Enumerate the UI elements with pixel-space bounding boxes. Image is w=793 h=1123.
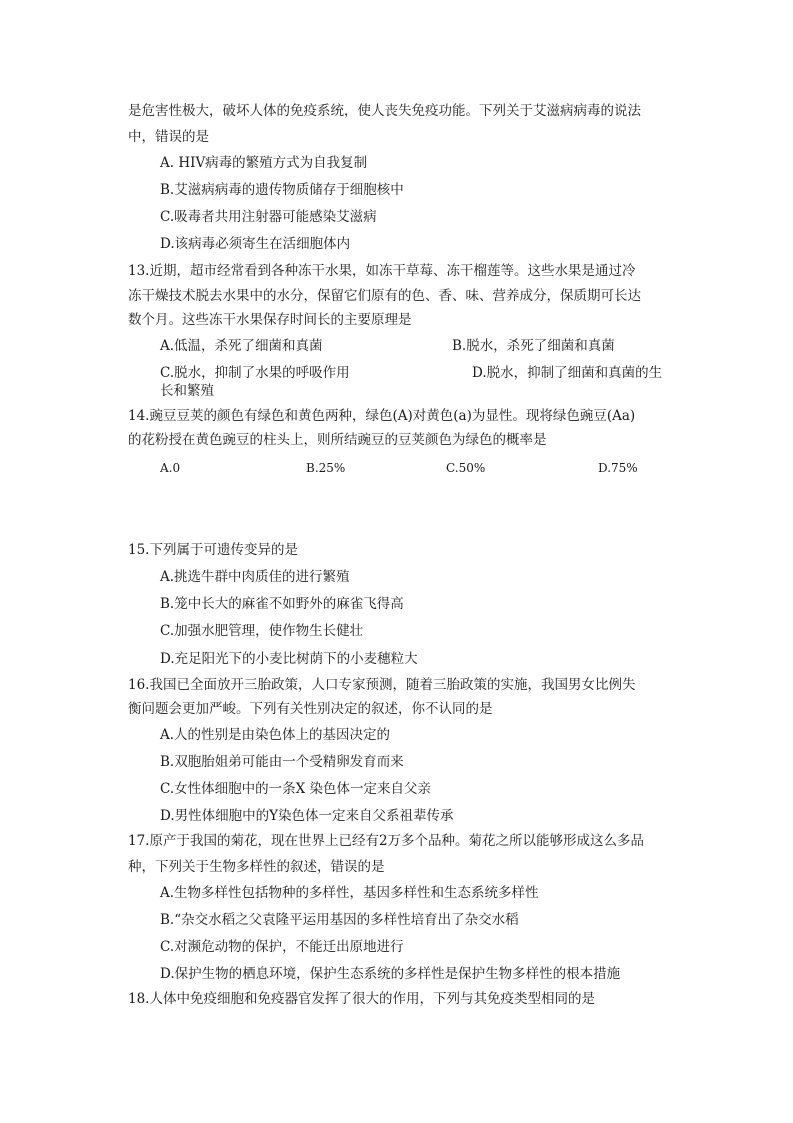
q14-stem-line2: 的花粉授在黄色豌豆的柱头上，则所结豌豆的豆荚颜色为绿色的概率是 [128, 432, 547, 448]
q13-option-b: B.脱水，杀死了细菌和真菌 [452, 338, 615, 354]
q12-option-a: A. HIV病毒的繁殖方式为自我复制 [160, 155, 368, 171]
q15-stem-line1: 15.下列属于可遗传变异的是 [128, 542, 298, 558]
q12-option-b: B.艾滋病病毒的遗传物质储存于细胞核中 [160, 182, 404, 198]
q13-option-c: C.脱水，抑制了水果的呼吸作用 [160, 365, 350, 381]
q13-option-d: D.脱水，抑制了细菌和真菌的生 [472, 365, 663, 381]
q16-stem-line2: 衡问题会更加严峻。下列有关性别决定的叙述，你不认同的是 [128, 701, 493, 717]
q16-option-d: D.男性体细胞中的Y染色体一定来自父系祖辈传承 [160, 808, 454, 824]
q16-stem-line1: 16.我国已全面放开三胎政策，人口专家预测，随着三胎政策的实施，我国男女比例失 [128, 677, 636, 693]
q12-option-c: C.吸毒者共用注射器可能感染艾滋病 [160, 209, 377, 225]
q12-stem-line2: 中，错误的是 [128, 129, 209, 145]
q15-option-d: D.充足阳光下的小麦比树荫下的小麦穗粒大 [160, 651, 418, 667]
q12-stem-line1: 是危害性极大，破坏人体的免疫系统，使人丧失免疫功能。下列关于艾滋病病毒的说法 [128, 103, 641, 119]
q17-option-b: B.“杂交水稻之父袁隆平运用基因的多样性培育出了杂交水稻 [160, 912, 519, 928]
q16-option-c: C.女性体细胞中的一条X 染色体一定来自父亲 [160, 781, 432, 797]
q18-stem-line1: 18.人体中免疫细胞和免疫器官发挥了很大的作用，下列与其免疫类型相同的是 [128, 991, 595, 1007]
q13-stem-line2: 冻干燥技术脱去水果中的水分，保留它们原有的色、香、味、营养成分，保质期可长达 [128, 288, 641, 304]
q17-option-a: A.生物多样性包括物种的多样性，基因多样性和生态系统多样性 [160, 885, 539, 901]
q15-option-b: B.笼中长大的麻雀不如野外的麻雀飞得高 [160, 596, 404, 612]
q15-option-a: A.挑选牛群中肉质佳的进行繁殖 [160, 569, 350, 585]
q15-option-c: C.加强水肥管理，使作物生长健壮 [160, 623, 364, 639]
q17-stem-line1: 17.原产于我国的菊花，现在世界上已经有2万多个品种。菊花之所以能够形成这么多品 [128, 833, 645, 849]
q12-option-d: D.该病毒必须寄生在活细胞体内 [160, 236, 351, 252]
q14-option-c: C.50% [446, 461, 486, 475]
q13-option-d-cont: 长和繁殖 [160, 383, 214, 399]
q16-option-b: B.双胞胎姐弟可能由一个受精卵发育而来 [160, 754, 404, 770]
q14-stem-line1: 14.豌豆豆荚的颜色有绿色和黄色两种，绿色(A)对黄色(a)为显性。现将绿色豌豆(Aa) [128, 408, 636, 424]
q14-option-d: D.75% [598, 461, 638, 475]
q13-stem-line1: 13.近期，超市经常看到各种冻干水果，如冻干草莓、冻干榴莲等。这些水果是通过冷 [128, 263, 636, 279]
q17-stem-line2: 种，下列关于生物多样性的叙述，错误的是 [128, 859, 385, 875]
q14-option-b: B.25% [306, 461, 346, 475]
q17-option-c: C.对濒危动物的保护，不能迁出原地进行 [160, 939, 404, 955]
q14-option-a: A.0 [160, 461, 181, 475]
q16-option-a: A.人的性别是由染色体上的基因决定的 [160, 727, 391, 743]
q13-option-a: A.低温，杀死了细菌和真菌 [160, 338, 323, 354]
q13-stem-line3: 数个月。这些冻干水果保存时间长的主要原理是 [128, 312, 412, 328]
q17-option-d: D.保护生物的栖息环境，保护生态系统的多样性是保护生物多样性的根本措施 [160, 966, 621, 982]
